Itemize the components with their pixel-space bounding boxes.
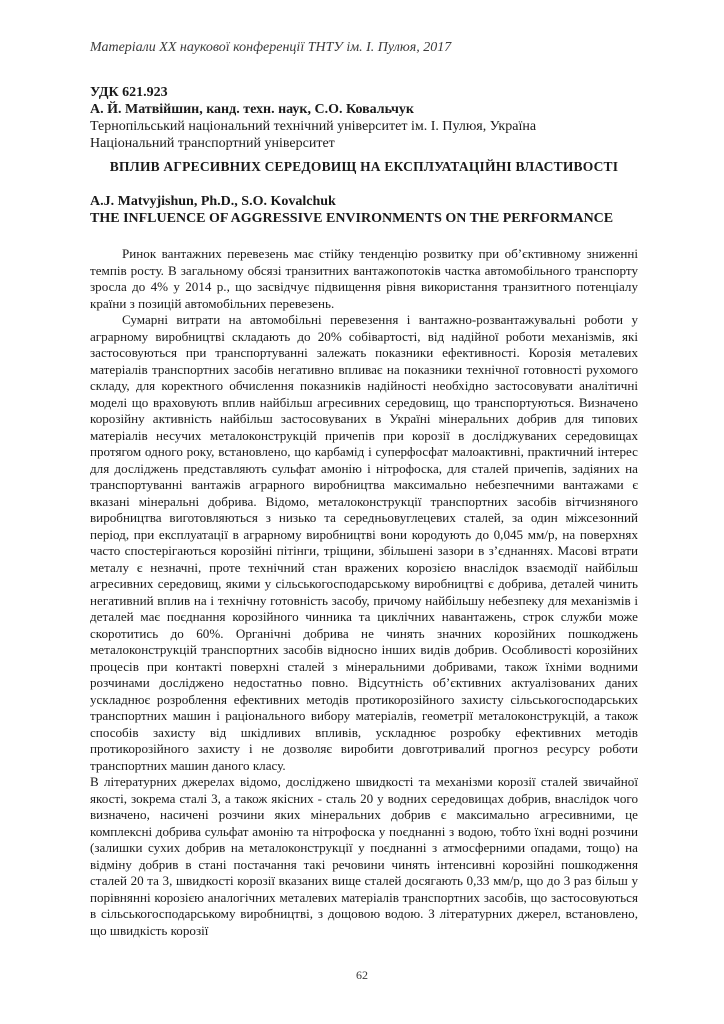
page-number: 62 (356, 968, 368, 982)
authors-en: A.J. Matvyjishun, Ph.D., S.O. Kovalchuk (90, 194, 336, 209)
article-title-en: THE INFLUENCE OF AGGRESSIVE ENVIRONMENTS ON THE PERFORMANCE (90, 211, 614, 226)
paragraph-3: В літературних джерелах відомо, досліджено швидкості та механізми корозії сталей звичайної якості, зокрема сталі 3, а також якісних - сталь 20 у водних середовищах добрив, внаслідок чого визначено, насичені розчини яких мінеральних добрив є максимально агресивними, це комплексні добрива сульфат амонію та нітрофоска у поєднанні з водою, тобто їхні водні розчини (залишки сухих добрив на металоконструкції у поєднанні з атмосферними опадами, тощо) на відміну добрив в стані постачання такі речовини чинять інтенсивні корозійні пошкодження сталей 20 та 3, швидкості корозії вказаних вище сталей досягають 0,33 мм/р, що до 3 раз більш у порівнянні корозією аналогічних металевих матеріалів транспортних засобів, що застосовуються в сільськогосподарському виробництві, з дощовою водою. З літературних джерел, встановлено, що швидкість корозії (90, 774, 638, 938)
paragraph-1: Ринок вантажних перевезень має стійку тенденцію розвитку при об’єктивному зниженні темпів росту. В загальному обсязі транзитних вантажопотоків частка автомобільного транспорту зросла до 4% у 2014 р., що засвідчує підвищення рівня використання транзитного потенціалу країни з позицій автомобільних перевезень. (90, 246, 638, 311)
paragraph-2: Сумарні витрати на автомобільні перевезення і вантажно-розвантажувальні роботи у аграрному виробництві складають до 20% собівартості, від надійної роботи механізмів, які застосовуються при транспортуванні залежать показники ефективності. Корозія металевих матеріалів транспортних засобів негативно впливає на показники технічної готовності рухомого складу, для коректного обчислення показників надійності необхідно застосовувати аналітичні моделі що враховують вплив найбільш агресивних середовищ, що транспортуються. Визначено корозійну активність найбільш застосовуваних в Україні мінеральних добрив для типових матеріалів несучих металоконструкцій причепів при корозії в досліджуваних середовищах протягом одного року, встановлено, що карбамід і суперфосфат малоактивні, практичний інтерес для досліджень представляють сульфат амонію і нітрофоска, для сталей причепів, задіяних на транспортуванні вантажів аграрного виробництва максимально небезпечними вантажами є вказані мінеральні добрива. Відомо, металоконструкції транспортних засобів вітчизняного виробництва виготовляються з низько та середньовуглецевих сталей, за один міжсезонний період, при експлуатації в аграрному виробництві вони кородують до 0,045 мм/р, на поверхнях часто спостерігаються корозійні пітінги, тріщини, збільшені зазори в з’єднаннях. Масові втрати металу є незначні, проте технічний стан вражених корозією внаслідок взаємодії найбільш агресивних середовищ, якими у сільськогосподарському виробництві є добрива, деталей чинить негативний вплив на і технічну готовність засобу, причому найбільшу небезпеку для механізмів і деталей має поєднання корозійного чинника та циклічних навантажень, строк служби може скоротитись до 60%. Органічні добрива не чинять значних корозійних пошкоджень металоконструкцій транспортних засобів відносно інших видів добрив. Особливості корозійних процесів при контакті поверхні сталей з мінеральними добривами, також їхніми водними розчинами досліджено недостатньо повно. Відсутність об’єктивних актуалізованих даних ускладнює розроблення ефективних методів протикорозійного захисту сільськогосподарських транспортних машин і раціонального вибору матеріалів, геометрії металоконструкцій, а також способів захисту від шкідливих впливів, ускладнює розробку ефективних методів протикорозійного захисту і не дозволяє виробити довготривалий прогноз ресурсу роботи транспортних машин даного класу. (90, 312, 638, 773)
english-header (90, 193, 650, 227)
authors-ua: А. Й. Матвійшин, канд. техн. наук, С.О. Ковальчук (90, 102, 414, 117)
running-header: Матеріали XX наукової конференції ТНТУ ім. І. Пулюя, 2017 (90, 40, 452, 55)
affiliation-1: Тернопільський національний технічний університет ім. І. Пулюя, Україна (90, 119, 537, 134)
udk-code: УДК 621.923 (90, 85, 168, 100)
article-title-ua: ВПЛИВ АГРЕСИВНИХ СЕРЕДОВИЩ НА ЕКСПЛУАТАЦІЙНІ ВЛАСТИВОСТІ (109, 159, 619, 174)
affiliation-2: Національний транспортний університет (90, 136, 335, 151)
article-header (90, 84, 650, 152)
article-body (90, 246, 638, 939)
